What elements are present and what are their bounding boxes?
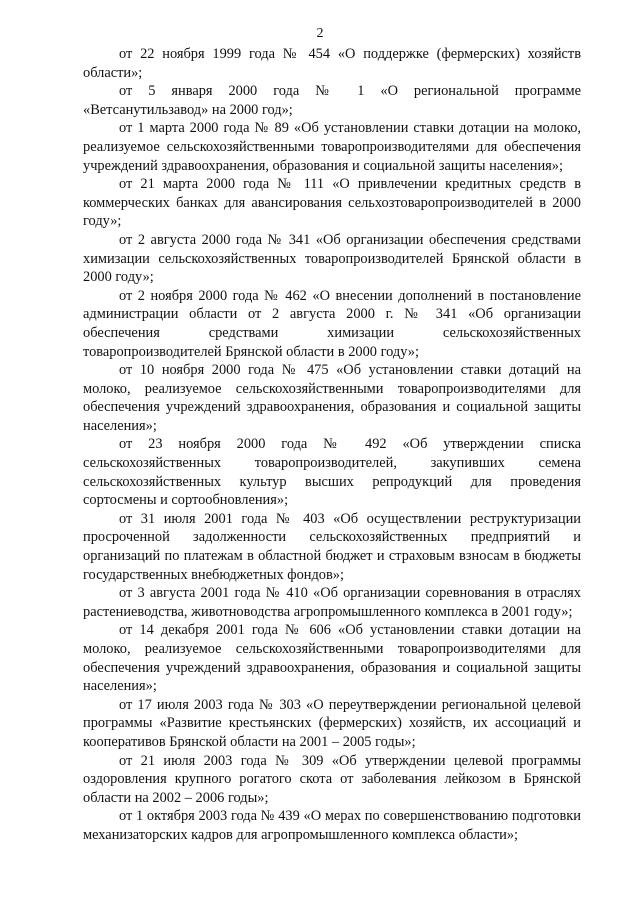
page-number: 2 (316, 26, 324, 41)
list-item: от 2 ноября 2000 года № 462 «О внесении дополнений в постановление администрации области от 2 августа 2000 г. № 341 «Об организации обеспечения средствами химизации сельскохозяйственных товаропроизводителей Брянской области в 2000 году»; (83, 287, 581, 360)
list-item: от 2 августа 2000 года № 341 «Об организации обеспечения средствами химизации сельскохозяйственных товаропроизводителей Брянской области в 2000 году»; (83, 231, 581, 286)
list-item: от 22 ноября 1999 года № 454 «О поддержке (фермерских) хозяйств области»; (83, 46, 581, 81)
list-item: от 21 июля 2003 года № 309 «Об утверждении целевой программы оздоровления крупного рогатого скота от заболевания лейкозом в Брянской области на 2002 – 2006 годы»; (83, 752, 581, 806)
list-item: от 5 января 2000 года № 1 «О региональной программе «Ветсанутильзавод» на 2000 год»; (83, 83, 581, 118)
list-item: от 23 ноября 2000 года № 492 «Об утверждении списка сельскохозяйственных товаропроизводителей, закупивших семена сельскохозяйственных культур высших репродукций для проведения сортосмены и сортообновления»; (83, 436, 581, 509)
document-body (83, 45, 581, 845)
list-item: от 21 марта 2000 года № 111 «О привлечении кредитных средств в коммерческих банках для авансирования сельхозтоваропроизводителей в 2000 году»; (83, 176, 581, 230)
list-item: от 17 июля 2003 года № 303 «О переутверждении региональной целевой программы «Развитие крестьянских (фермерских) хозяйств, их ассоциаций и кооперативов Брянской области на 2001 – 2005 годы»; (83, 696, 581, 750)
list-item: от 10 ноября 2000 года № 475 «Об установлении ставки дотаций на молоко, реализуемое сельскохозяйственными товаропроизводителями для обеспечения учреждений здравоохранения, образования и социальной защиты населения»; (83, 362, 581, 434)
list-item: от 14 декабря 2001 года № 606 «Об установлении ставки дотации на молоко, реализуемое сельскохозяйственными товаропроизводителями для обеспечения учреждений здравоохранения, образования и социальной защиты населения»; (83, 622, 581, 695)
list-item: от 1 октября 2003 года № 439 «О мерах по совершенствованию подготовки механизаторских кадров для агропромышленного комплекса области»; (83, 808, 581, 843)
list-item: от 3 августа 2001 года № 410 «Об организации соревнования в отраслях растениеводства, животноводства агропромышленного комплекса в 2001 году»; (83, 585, 581, 620)
list-item: от 31 июля 2001 года № 403 «Об осуществлении реструктуризации просроченной задолженности сельскохозяйственных предприятий и организаций по платежам в областной бюджет и страховым взносам в бюджеты государственных внебюджетных фондов»; (83, 510, 581, 583)
list-item: от 1 марта 2000 года № 89 «Об установлении ставки дотации на молоко, реализуемое сельскохозяйственными товаропроизводителями для обеспечения учреждений здравоохранения, образования и социальной защиты населения»; (83, 120, 581, 174)
